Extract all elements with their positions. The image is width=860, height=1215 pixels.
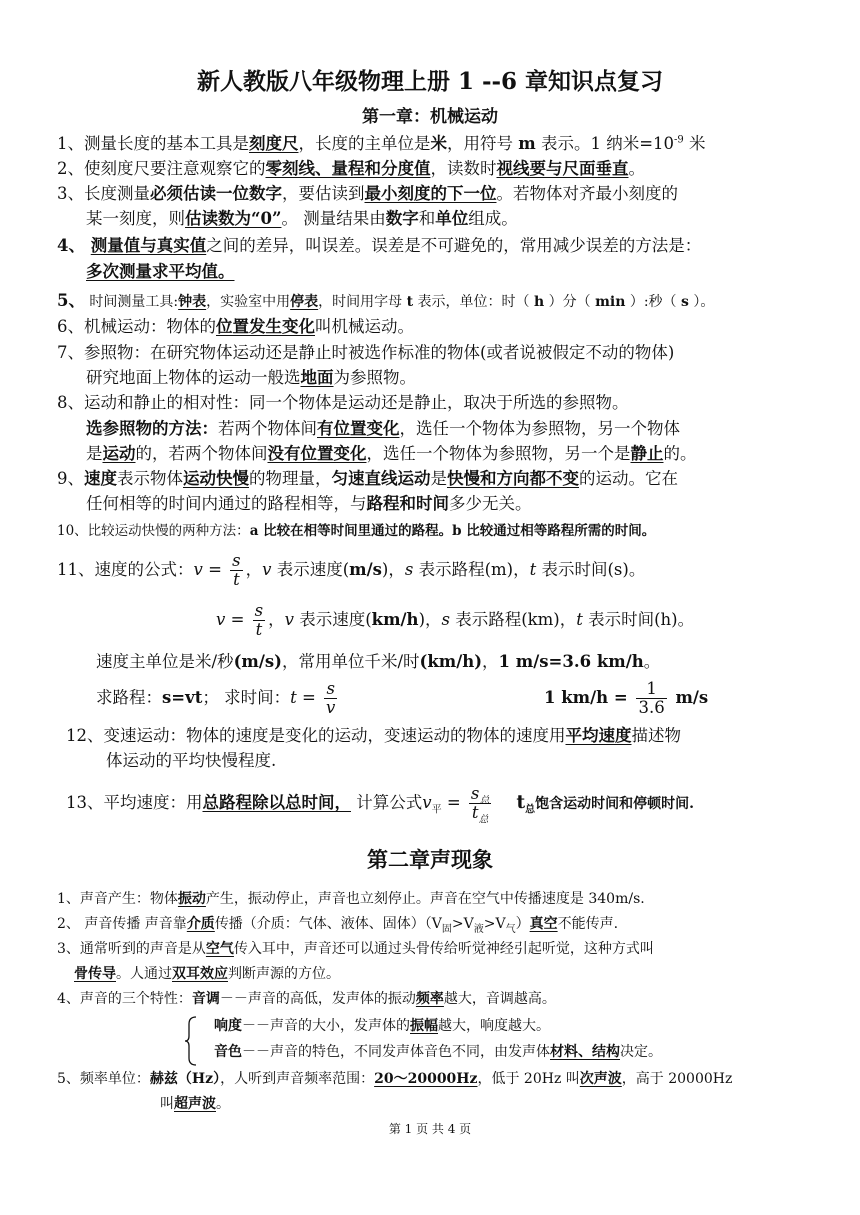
ch1-item-13: 13、平均速度：用总路程除以总时间， 计算公式$v_平$ = $\frac{s_总}{t_总}$ $t_总$饱含运动时间和停顿时间. — [66, 784, 695, 826]
ch1-item-4: 4、 测量值与真实值之间的差异，叫误差。误差是不可避免的，常用减少误差的方法是： — [57, 236, 702, 255]
fraction-1-over-3.6: $\frac{1}{3.6}$ — [638, 679, 665, 717]
fraction-s-over-t: $\frac{s}{t}$ — [232, 551, 241, 589]
ch1-item-11-conversion: 1 km/h = $\frac{1}{3.6}$ m/s — [544, 679, 709, 717]
ch2-item-3-cont: 骨传导。人通过双耳效应判断声源的方位。 — [74, 966, 340, 982]
chapter-1-heading: 第一章：机械运动 — [362, 107, 498, 127]
ch1-item-3: 3、长度测量必须估读一位数字，要估读到最小刻度的下一位。若物体对齐最小刻度的 — [57, 184, 678, 203]
chapter-2-heading: 第二章声现象 — [367, 847, 493, 872]
ch2-item-4-timbre: 音色－－声音的特色，不同发声体音色不同，由发声体材料、结构决定。 — [214, 1044, 662, 1060]
ch1-item-7: 7、参照物：在研究物体运动还是静止时被选作标准的物体(或者说被假定不动的物体) — [57, 343, 675, 362]
ch2-item-1: 1、声音产生：物体振动产生，振动停止，声音也立刻停止。声音在空气中传播速度是 340m/s. — [57, 891, 645, 907]
ch2-item-5-cont: 叫超声波。 — [160, 1096, 230, 1112]
fraction-s-over-t-2: $\frac{s}{t}$ — [254, 601, 264, 639]
ch1-item-7-cont: 研究地面上物体的运动一般选地面为参照物。 — [86, 368, 416, 387]
ch1-item-5: 5、 时间测量工具:钟表，实验室中用停表，时间用字母 t 表示，单位：时（ h ）分（ min ）:秒（ s ）。 — [57, 291, 715, 310]
ch1-item-11-formula-kmh: v = $\frac{s}{t}$ ，v 表示速度(km/h)，s 表示路程(km)，t 表示时间(h)。 — [216, 601, 695, 639]
ch2-item-2: 2、 声音传播 声音靠介质传播（介质：气体、液体、固体）$(V_固>V_液>V_气)$真空不能传声. — [57, 916, 619, 935]
ch1-item-2: 2、使刻度尺要注意观察它的零刻线、量程和分度值，读数时视线要与尺面垂直。 — [57, 159, 645, 178]
ch2-item-4-loudness: 响度－－声音的大小，发声体的振幅越大，响度越大。 — [214, 1018, 550, 1034]
ch1-item-4-cont: 多次测量求平均值。 — [86, 262, 235, 281]
ch1-item-12-cont: 体运动的平均快慢程度. — [106, 751, 277, 770]
ch1-item-6: 6、机械运动：物体的位置发生变化叫机械运动。 — [57, 317, 414, 336]
ch1-item-11-formula: 11、速度的公式：v = $\frac{s}{t}$ ，v 表示速度(m/s)，s 表示路程(m)，t 表示时间(s)。 — [57, 551, 646, 589]
page-footer: 第 1 页 共 4 页 — [388, 1122, 472, 1136]
ch1-item-8: 8、运动和静止的相对性：同一个物体是运动还是静止，取决于所选的参照物。 — [57, 393, 629, 412]
ch1-item-8-method: 选参照物的方法：若两个物体间有位置变化，选任一个物体为参照物，另一个物体 — [86, 419, 680, 438]
ch1-item-9-cont: 任何相等的时间内通过的路程相等，与路程和时间多少无关。 — [86, 494, 532, 513]
ch1-item-10: 10、比较运动快慢的两种方法：a 比较在相等时间里通过的路程。b 比较通过相等路程所需的时间。 — [57, 523, 656, 539]
ch1-item-11-distance-time: 求路程：s=vt； 求时间：t = $\frac{s}{v}$ — [96, 679, 336, 717]
ch1-item-9: 9、速度表示物体运动快慢的物理量，匀速直线运动是快慢和方向都不变的运动。它在 — [57, 469, 678, 488]
document-title: 新人教版八年级物理上册 1 --6 章知识点复习 — [196, 68, 664, 95]
ch1-item-11-units: 速度主单位是米/秒(m/s)，常用单位千米/时(km/h)，1 m/s=3.6 km/h。 — [96, 652, 661, 671]
ch1-item-8-cont: 是运动的，若两个物体间没有位置变化，选任一个物体为参照物，另一个是静止的。 — [86, 444, 697, 463]
ch2-item-4: 4、声音的三个特性：音调－－声音的高低，发声体的振动频率越大，音调越高。 — [57, 991, 556, 1007]
ch1-item-3-cont: 某一刻度，则估读数为“0”。 测量结果由数字和单位组成。 — [86, 209, 518, 228]
fraction-s-over-v: $\frac{s}{v}$ — [326, 679, 336, 717]
fraction-s-total-over-t-total: $\frac{s_总}{t_总}$ — [470, 784, 490, 826]
ch1-item-12: 12、变速运动：物体的速度是变化的运动，变速运动的物体的速度用平均速度描述物 — [66, 726, 681, 745]
ch2-item-5: 5、频率单位：赫兹（Hz），人听到声音频率范围：20～20000Hz，低于 20Hz 叫次声波，高于 20000Hz — [57, 1071, 733, 1087]
left-brace-icon — [184, 1016, 198, 1066]
ch2-item-3: 3、通常听到的声音是从空气传入耳中，声音还可以通过头骨传给听觉神经引起听觉，这种方式叫 — [57, 941, 654, 957]
ch1-item-1: 1、测量长度的基本工具是刻度尺，长度的主单位是米，用符号 m 表示。1 纳米$=10^{-9}$ 米 — [57, 134, 706, 153]
